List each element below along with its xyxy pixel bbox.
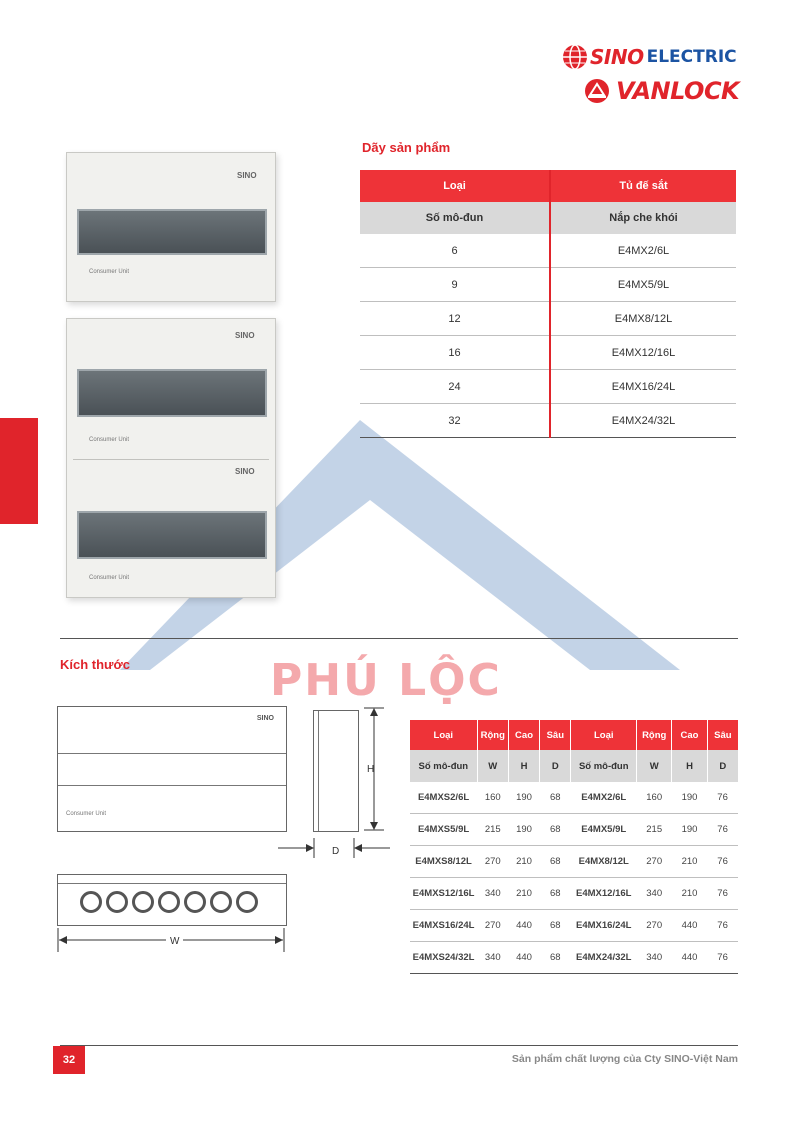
height-label: H (367, 764, 375, 775)
page-number: 32 (53, 1046, 85, 1074)
product-image-single: SINO Consumer Unit (66, 152, 276, 302)
side-view-drawing (313, 710, 359, 832)
range-title: Dãy sản phẩm (362, 140, 451, 155)
range-header-type: Loại (360, 170, 550, 202)
product-image-double: SINO SINO Consumer Unit Consumer Unit (66, 318, 276, 598)
footer-divider (60, 1045, 738, 1046)
front-view-drawing: SINO Consumer Unit (57, 706, 287, 832)
table-row: 12 E4MX8/12L (360, 302, 736, 336)
table-row: E4MXS16/24L 270 440 68 E4MX16/24L 270 440 76 (410, 910, 738, 942)
watermark-text: PHÚ LỘC (270, 655, 502, 706)
bottom-view-drawing (57, 874, 287, 926)
table-row: E4MXS12/16L 340 210 68 E4MX12/16L 340 210 76 (410, 878, 738, 910)
range-header-cabinet: Tủ đế sắt (550, 170, 736, 202)
electric-wordmark: ELECTRIC (646, 47, 737, 67)
knockout-hole (158, 891, 180, 913)
table-row: 16 E4MX12/16L (360, 336, 736, 370)
vanlock-emblem-icon (582, 76, 612, 106)
table-row: E4MXS8/12L 270 210 68 E4MX8/12L 270 210 76 (410, 846, 738, 878)
knockout-hole (184, 891, 206, 913)
depth-label: D (332, 846, 340, 857)
knockout-hole (132, 891, 154, 913)
range-table (360, 170, 736, 438)
table-row: E4MXS2/6L 160 190 68 E4MX2/6L 160 190 76 (410, 782, 738, 814)
sino-electric-logo (560, 40, 740, 74)
dimensions-table: Loại Rộng Cao Sâu Loại Rộng Cao Sâu Số mô-đun W H D Số mô-đun W H D E4MXS2/6L 160 190 68 E4MX2/6L 160 190 76 E4MXS5/9L 215 190 68 E4MX5/9L 215 190 76 E4MXS8/12L 270 210 68 E4MX8/12L 270 210 76 E4MXS12/16L 340 210 68 E4MX12/16L 340 210 76 E4MXS16/24L 270 440 68 E4MX16/24L 270 440 76 E4MXS24/32L 340 440 68 E4MX24/32L 340 440 76 (410, 720, 738, 974)
height-dimension-arrow (360, 706, 390, 834)
table-row: 32 E4MX24/32L (360, 404, 736, 438)
vanlock-logo (582, 74, 742, 108)
range-subheader-modules: Số mô-đun (360, 202, 550, 234)
table-row: 9 E4MX5/9L (360, 268, 736, 302)
range-subheader-cover: Nắp che khói (550, 202, 736, 234)
width-label: W (166, 936, 183, 947)
table-row: 24 E4MX16/24L (360, 370, 736, 404)
section-divider (60, 638, 738, 639)
sino-globe-icon (560, 42, 590, 72)
dimensions-title: Kích thước (60, 657, 130, 672)
footer-tagline: Sản phẩm chất lượng của Cty SINO-Việt Nam (511, 1053, 738, 1065)
table-row: 6 E4MX2/6L (360, 234, 736, 268)
knockout-hole (80, 891, 102, 913)
side-tab (0, 418, 38, 524)
knockout-hole (236, 891, 258, 913)
knockout-hole (210, 891, 232, 913)
table-row: E4MXS24/32L 340 440 68 E4MX24/32L 340 440 76 (410, 942, 738, 974)
table-row: E4MXS5/9L 215 190 68 E4MX5/9L 215 190 76 (410, 814, 738, 846)
knockout-hole (106, 891, 128, 913)
sino-wordmark: SINO (590, 45, 644, 69)
vanlock-wordmark: VANLOCK (616, 77, 740, 105)
